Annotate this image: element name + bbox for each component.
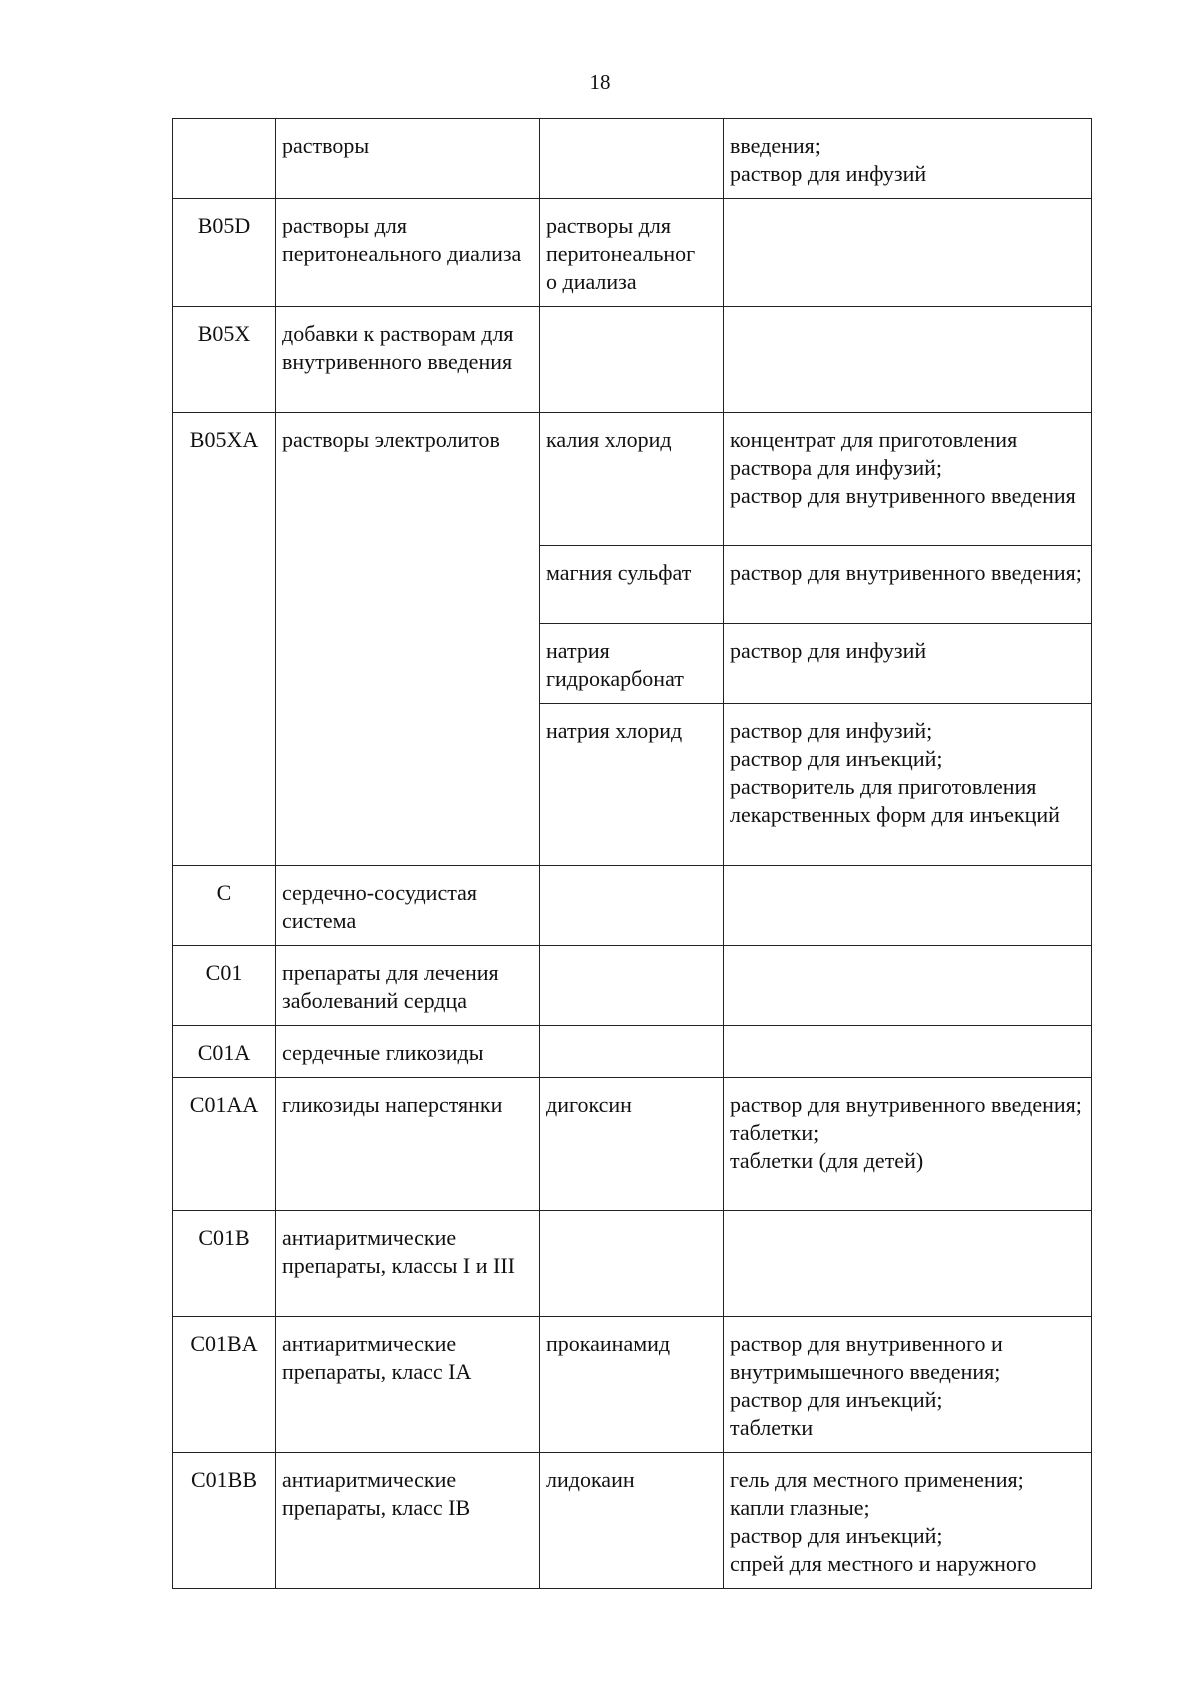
group-name-cell: растворы электролитов [276,413,540,866]
dosage-form-cell [724,946,1092,1026]
substance-cell [540,119,724,199]
atc-code-cell: B05XA [173,413,276,866]
dosage-form-cell [724,1026,1092,1078]
table-row [173,1211,1092,1317]
substance-cell: натрия хлорид [540,704,724,866]
group-name-cell: антиаритмические препараты, класс IA [276,1317,540,1453]
dosage-form-cell: раствор для внутривенного и внутримышечного введения; раствор для инъекций; таблетки [724,1317,1092,1453]
group-name-cell: растворы [276,119,540,199]
atc-code-cell: B05D [173,199,276,307]
substance-cell: натрия гидрокарбонат [540,624,724,704]
atc-code-cell: C01BB [173,1453,276,1589]
atc-code-cell: C01B [173,1211,276,1317]
substance-cell: магния сульфат [540,546,724,624]
dosage-form-cell [724,307,1092,413]
dosage-form-cell: раствор для внутривенного введения; [724,546,1092,624]
atc-code-cell [173,119,276,199]
table-row [173,119,1092,199]
atc-code-cell: C01A [173,1026,276,1078]
dosage-form-cell: введения; раствор для инфузий [724,119,1092,199]
substance-cell [540,307,724,413]
substance-cell: дигоксин [540,1078,724,1211]
table-row [173,1453,1092,1589]
group-name-cell: препараты для лечения заболеваний сердца [276,946,540,1026]
group-name-cell: антиаритмические препараты, классы I и III [276,1211,540,1317]
table-row [173,307,1092,413]
substance-cell: прокаинамид [540,1317,724,1453]
substance-cell [540,1026,724,1078]
atc-code-cell: C [173,866,276,946]
dosage-form-cell [724,1211,1092,1317]
atc-code-cell: B05X [173,307,276,413]
atc-code-cell: C01AA [173,1078,276,1211]
drug-table [172,118,1092,1589]
substance-cell [540,946,724,1026]
substance-cell: калия хлорид [540,413,724,546]
table-row [173,866,1092,946]
table-row [173,946,1092,1026]
table-row [173,1026,1092,1078]
atc-code-cell: C01 [173,946,276,1026]
table-row [173,199,1092,307]
dosage-form-cell [724,866,1092,946]
dosage-form-cell: концентрат для приготовления раствора для инфузий; раствор для внутривенного введения [724,413,1092,546]
page-number: 18 [589,70,611,94]
group-name-cell: антиаритмические препараты, класс IB [276,1453,540,1589]
group-name-cell: гликозиды наперстянки [276,1078,540,1211]
dosage-form-cell: гель для местного применения; капли глазные; раствор для инъекций; спрей для местного и наружного [724,1453,1092,1589]
substance-cell [540,1211,724,1317]
substance-cell: растворы для перитонеальног о диализа [540,199,724,307]
dosage-form-cell: раствор для инфузий; раствор для инъекций; растворитель для приготовления лекарственных форм для инъекций [724,704,1092,866]
dosage-form-cell: раствор для инфузий [724,624,1092,704]
dosage-form-cell [724,199,1092,307]
dosage-form-cell: раствор для внутривенного введения; таблетки; таблетки (для детей) [724,1078,1092,1211]
substance-cell [540,866,724,946]
group-name-cell: сердечно-сосудистая система [276,866,540,946]
group-name-cell: сердечные гликозиды [276,1026,540,1078]
table-row [173,1317,1092,1453]
group-name-cell: растворы для перитонеального диализа [276,199,540,307]
group-name-cell: добавки к растворам для внутривенного введения [276,307,540,413]
table-row [173,413,1092,546]
atc-code-cell: C01BA [173,1317,276,1453]
substance-cell: лидокаин [540,1453,724,1589]
table-row [173,1078,1092,1211]
